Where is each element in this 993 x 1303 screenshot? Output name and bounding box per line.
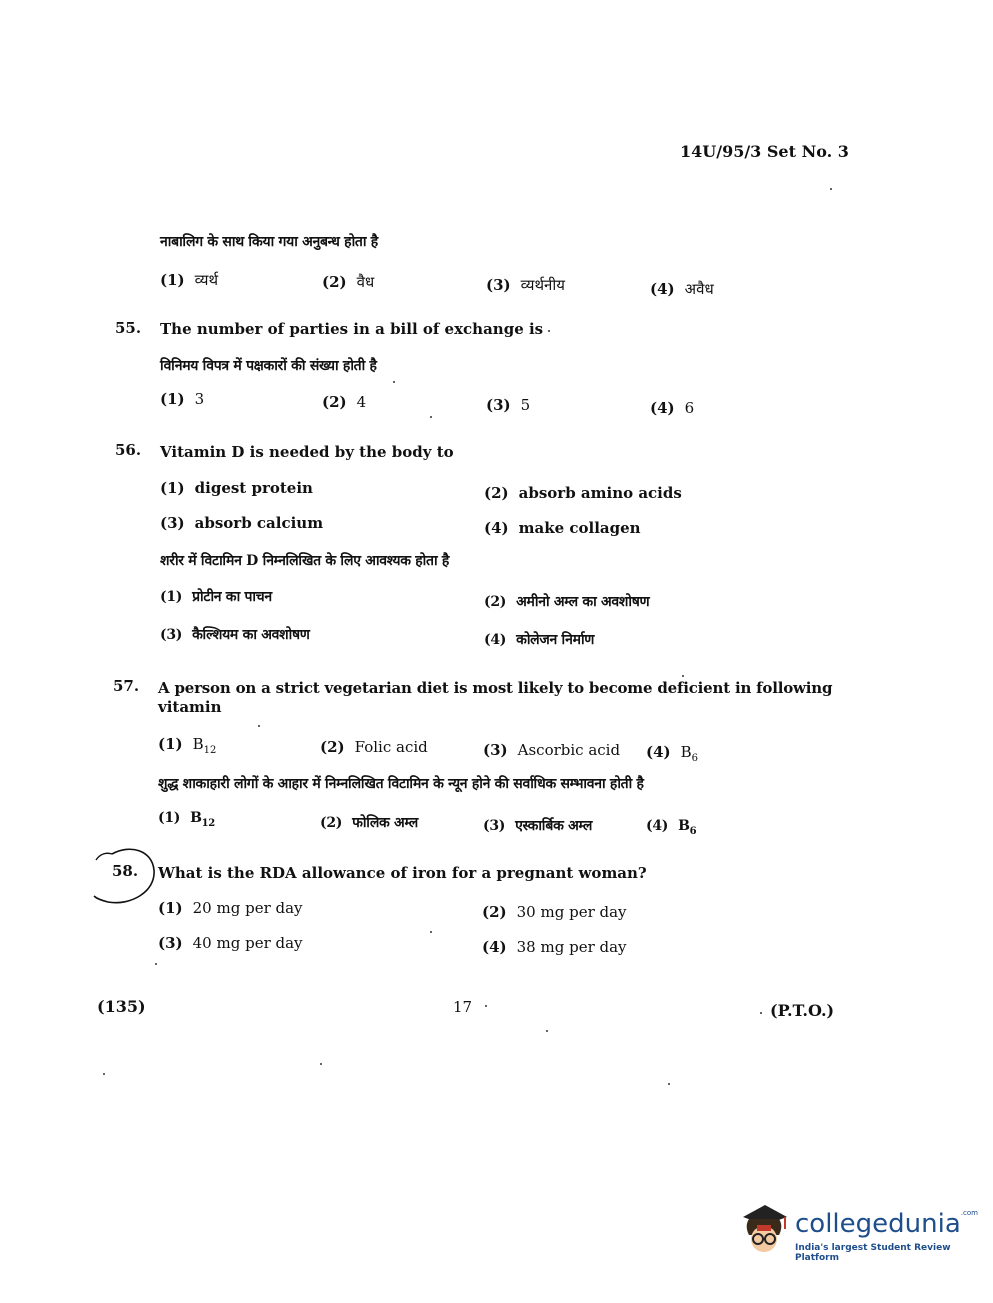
- q54-option-4: (4) अवैध: [650, 280, 714, 298]
- q58-option-1: (1) 20 mg per day: [158, 899, 303, 917]
- q55-text: The number of parties in a bill of exchange is: [160, 320, 544, 338]
- q56-option-3: (3) absorb calcium: [160, 514, 324, 532]
- q54-option-3: (3) व्यर्थनीय: [486, 276, 565, 294]
- logo-name: collegedunia: [795, 1209, 961, 1239]
- q56-option-1: (1) digest protein: [160, 479, 313, 497]
- logo-com: .com: [960, 1209, 978, 1217]
- q57-text-line2: vitamin: [158, 698, 222, 716]
- q55-option-4: (4) 6: [650, 399, 695, 417]
- footer-code: (135): [97, 997, 146, 1016]
- q56-hindi-option-1: (1) प्रोटीन का पाचन: [160, 589, 272, 605]
- q57-hindi-option-4: (4) $B_6$: [646, 818, 697, 837]
- q56-text: Vitamin D is needed by the body to: [160, 443, 454, 461]
- page-number: 17: [453, 998, 473, 1016]
- q55-number: 55.: [115, 319, 142, 337]
- q57-option-3: (3) Ascorbic acid: [483, 741, 621, 759]
- q56-hindi-option-2: (2) अमीनो अम्ल का अवशोषण: [484, 594, 650, 610]
- q56-hindi-option-4: (4) कोलेजन निर्माण: [484, 632, 595, 648]
- q58-option-4: (4) 38 mg per day: [482, 938, 627, 956]
- q56-hindi-option-3: (3) कैल्शियम का अवशोषण: [160, 627, 310, 643]
- collegedunia-logo: [735, 1195, 978, 1265]
- q57-hindi-option-2: (2) फोलिक अम्ल: [320, 815, 418, 831]
- q57-number: 57.: [113, 677, 140, 695]
- footer-pto: (P.T.O.): [770, 1001, 835, 1020]
- q55-option-1: (1) 3: [160, 390, 205, 408]
- q55-hindi-text: विनिमय विपत्र में पक्षकारों की संख्या होती है: [160, 358, 377, 374]
- q57-hindi-text: शुद्ध शाकाहारी लोगों के आहार में निम्नलिखित विटामिन के न्यून होने की सर्वाधिक सम्भावना होती है: [158, 776, 644, 792]
- q57-hindi-option-1: (1) $B_{12}$: [158, 810, 215, 829]
- q57-option-4: (4) $B_6$: [646, 743, 699, 764]
- q55-option-2: (2) 4: [322, 393, 367, 411]
- q56-option-4: (4) make collagen: [484, 519, 641, 537]
- q54-option-2: (2) वैध: [322, 273, 375, 291]
- q58-number: 58.: [112, 862, 139, 880]
- q58-option-2: (2) 30 mg per day: [482, 903, 627, 921]
- q56-hindi-text: शरीर में विटामिन D निम्नलिखित के लिए आवश्यक होता है: [160, 553, 450, 569]
- q55-option-3: (3) 5: [486, 396, 531, 414]
- q57-option-2: (2) Folic acid: [320, 738, 428, 756]
- q58-text: What is the RDA allowance of iron for a pregnant woman?: [158, 864, 647, 882]
- set-code: 14U/95/3 Set No. 3: [680, 142, 849, 161]
- logo-tagline: India's largest Student Review Platform: [795, 1243, 951, 1263]
- q56-option-2: (2) absorb amino acids: [484, 484, 682, 502]
- q57-hindi-option-3: (3) एस्कार्बिक अम्ल: [483, 818, 593, 834]
- q54-option-1: (1) व्यर्थ: [160, 271, 219, 289]
- q57-option-1: (1) $B_{12}$: [158, 735, 217, 756]
- q56-number: 56.: [115, 441, 142, 459]
- q58-option-3: (3) 40 mg per day: [158, 934, 303, 952]
- q54-hindi-text: नाबालिग के साथ किया गया अनुबन्ध होता है: [160, 234, 378, 250]
- student-mascot-icon: [735, 1195, 793, 1257]
- q57-text-line1: A person on a strict vegetarian diet is most likely to become deficient in following: [158, 679, 833, 697]
